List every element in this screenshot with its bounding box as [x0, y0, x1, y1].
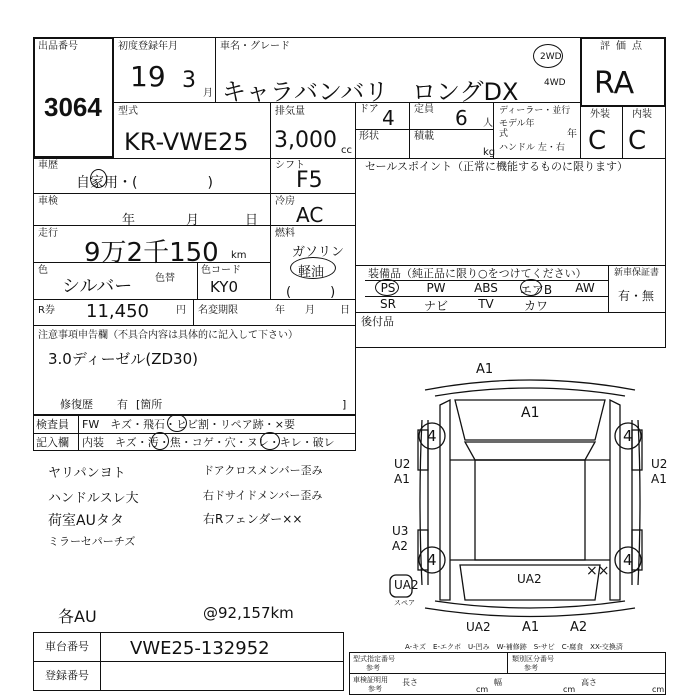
- transfer-label: 名変期限: [198, 305, 238, 316]
- chassis-divider: [100, 632, 101, 662]
- dirt-circle: [151, 432, 169, 450]
- wet-circle: [260, 432, 280, 450]
- model-value: KR-VWE25: [124, 128, 249, 156]
- size-label: 車検証明用: [353, 676, 388, 684]
- equip-airbag: エアB: [519, 283, 553, 297]
- remark-right-0: ドアクロスメンバー歪み: [203, 464, 323, 477]
- transfer-m-unit: 月: [305, 305, 315, 316]
- car-grade: ロングDX: [412, 78, 519, 106]
- lot-label: 出品番号: [38, 41, 78, 52]
- equip-tv: TV: [478, 297, 494, 311]
- chassis-number: VWE25-132952: [130, 638, 270, 659]
- warranty-label: 新車保証書: [614, 268, 660, 278]
- remark-left-0: ヤリパンヨト: [48, 466, 126, 481]
- mark-left-mid-0: U3: [392, 524, 409, 538]
- mark-bottom-2: A2: [570, 620, 588, 635]
- mark-fl-wheel: 4: [427, 427, 437, 445]
- width-unit: cm: [563, 685, 576, 694]
- shift-label: シフト: [275, 160, 305, 171]
- repair-label: 修復歴: [60, 398, 93, 411]
- fuel-gasoline: ガソリン: [292, 245, 345, 260]
- chassis-label: 車台番号: [45, 640, 89, 653]
- fuel-diesel: 軽油: [298, 265, 325, 280]
- notes-line1: 3.0ディーゼル(ZD30): [48, 350, 198, 368]
- chip-circle: [167, 414, 187, 432]
- reg-month-unit: 月: [203, 88, 213, 99]
- reg-label: 初度登録年月: [118, 41, 178, 52]
- doors-label: ドア: [359, 104, 379, 115]
- drive-4wd: 4WD: [544, 78, 566, 88]
- mark-rear-right: ××: [586, 563, 610, 579]
- mark-rl-wheel: 4: [427, 551, 437, 569]
- equip-abs: ABS: [474, 281, 498, 295]
- inspection-box: [33, 193, 271, 226]
- displacement-value: 3,000: [274, 128, 337, 153]
- size-ref: 参考: [368, 685, 382, 693]
- inspector-row2: 内装 キズ・汚・焦・コゲ・穴・ヌレ・キレ・破レ: [82, 436, 335, 449]
- reg-number-label: 登録番号: [45, 669, 89, 682]
- record-label: 記入欄: [36, 436, 69, 449]
- lot-number: 3064: [44, 92, 102, 122]
- type-cert-label: 型式指定番号: [353, 655, 395, 663]
- history-label: 車歴: [38, 160, 58, 171]
- fuel-label: 燃料: [275, 228, 295, 239]
- score-value: RA: [594, 66, 635, 101]
- year-suffix: 年: [567, 129, 577, 140]
- mark-fr-wheel: 4: [623, 427, 633, 445]
- dealer-label: ディーラー・並行: [499, 106, 571, 116]
- inspection-year-unit: 年: [122, 213, 136, 228]
- reg-divider: [100, 661, 101, 691]
- equip-aw: AW: [575, 281, 595, 295]
- score-label: 評価点: [600, 41, 648, 52]
- inspector-vdivider: [78, 415, 79, 451]
- repair-place: [箇所: [136, 398, 163, 411]
- fuel-diesel-circle: [290, 257, 336, 279]
- inspector-divider: [33, 433, 356, 434]
- remark-left-1: ハンドルスレ大: [48, 491, 139, 506]
- history-circle: [90, 169, 107, 188]
- color-change-label: 色替: [155, 273, 175, 284]
- color-code: KY0: [210, 278, 239, 296]
- load-label: 積載: [414, 131, 434, 142]
- remark-left-2: 荷室AUタタ: [48, 513, 124, 529]
- remark-left-4: 各AU: [58, 607, 97, 626]
- notes-label: 注意事項申告欄（不具合内容は具体的に記入して下さい）: [38, 330, 298, 341]
- transfer-y-unit: 年: [275, 305, 285, 316]
- sales-point-box: [355, 158, 666, 266]
- ps-circle: [375, 279, 399, 296]
- height-label: 高さ: [581, 678, 597, 687]
- interior-label: 内装: [632, 109, 652, 120]
- reg-year: 19: [130, 60, 166, 93]
- mark-spare: スペア: [394, 599, 415, 607]
- reg-month: 3: [182, 68, 196, 93]
- model-label: 型式: [118, 106, 138, 117]
- size-box: [349, 673, 666, 695]
- equip-leather: カワ: [523, 299, 548, 313]
- repair-close: ]: [342, 398, 347, 411]
- exterior-label: 外装: [590, 109, 610, 120]
- inspector-row1: FW キズ・飛石・ヒビ割・リペア跡・×要: [82, 418, 295, 431]
- repair-value: 有: [117, 398, 128, 411]
- doors-value: 4: [382, 106, 395, 130]
- capacity-label: 定員: [414, 104, 434, 115]
- category-ref: 参考: [524, 664, 538, 672]
- remark-right-2: 右Rフェンダー××: [203, 512, 303, 526]
- color-value: シルバー: [62, 276, 133, 297]
- color-label: 色: [38, 265, 48, 276]
- length-label: 長さ: [402, 678, 418, 687]
- mark-bottom-1: A1: [522, 620, 540, 635]
- mark-right-side-0: U2: [651, 457, 668, 471]
- inspection-label: 車検: [38, 196, 58, 207]
- mark-rr-wheel: 4: [623, 551, 633, 569]
- load-unit: kg: [483, 147, 496, 158]
- shape-label: 形状: [359, 131, 379, 142]
- exterior-value: C: [588, 126, 607, 156]
- damage-legend: A-キズ E-エクボ U-凹み W-補修跡 S-サビ C-腐食 XX-交換済: [405, 643, 623, 651]
- equipment-label: 装備品（純正品に限り○をつけてください）: [368, 267, 587, 280]
- recycle-value: 11,450: [86, 301, 149, 322]
- category-label: 類別区分番号: [512, 655, 554, 663]
- mark-left-side-1: A1: [394, 472, 410, 486]
- history-value: 自家用・( ): [76, 175, 213, 191]
- drive-2wd-circle: [533, 44, 563, 68]
- remark-right-4: @92,157km: [203, 604, 294, 622]
- mark-bottom-0: UA2: [466, 620, 491, 634]
- drive-2wd: 2WD: [540, 52, 562, 62]
- after-install-box: [355, 312, 666, 348]
- color-divider: [197, 262, 198, 300]
- inspector-label: 検査員: [36, 418, 69, 431]
- car-diagram: [380, 360, 680, 635]
- aircon-value: AC: [296, 203, 324, 227]
- mark-hood: A1: [521, 405, 540, 421]
- mileage-label: 走行: [38, 228, 58, 239]
- recycle-unit: 円: [176, 305, 186, 316]
- aircon-label: 冷房: [275, 196, 295, 207]
- fuel-paren: ( ): [286, 285, 336, 300]
- mileage-value: 9万2千150: [84, 238, 219, 268]
- height-unit: cm: [652, 685, 665, 694]
- displacement-unit: cc: [341, 145, 352, 156]
- mark-top: A1: [476, 362, 494, 377]
- width-label: 幅: [494, 678, 502, 687]
- mark-left-mid-1: A2: [392, 539, 408, 553]
- equip-pw: PW: [426, 281, 446, 295]
- inspection-month-unit: 月: [186, 213, 200, 228]
- capacity-value: 6: [455, 106, 468, 130]
- airbag-circle: [520, 279, 542, 296]
- mark-rear-center: UA2: [517, 572, 542, 586]
- warranty-value: 有・無: [618, 289, 655, 303]
- type-cert-ref: 参考: [366, 664, 380, 672]
- carname-label: 車名・グレード: [220, 41, 290, 52]
- mark-right-side-1: A1: [651, 472, 667, 486]
- equip-navi: ナビ: [423, 299, 448, 313]
- handle-label: ハンドル 左・右: [499, 143, 565, 153]
- after-install-label: 後付品: [361, 315, 394, 328]
- mark-left-side-0: U2: [394, 457, 411, 471]
- displacement-label: 排気量: [275, 106, 305, 117]
- car-name: キャラバンバリ: [222, 78, 389, 106]
- transfer-d-unit: 日: [340, 305, 350, 316]
- capacity-unit: 人: [483, 118, 493, 129]
- interior-value: C: [628, 126, 647, 156]
- equip-ps: PS: [380, 281, 396, 295]
- shift-value: F5: [296, 168, 323, 193]
- color-code-label: 色コード: [201, 265, 241, 276]
- recycle-label: R券: [38, 305, 55, 316]
- model-year-label: モデル年式: [499, 119, 535, 139]
- inspection-day-unit: 日: [245, 213, 259, 228]
- remark-right-1: 右ドサイドメンバー歪み: [203, 489, 323, 502]
- mileage-unit: km: [231, 250, 247, 261]
- length-unit: cm: [476, 685, 489, 694]
- equip-sr: SR: [380, 297, 396, 311]
- remark-left-3: ミラーセパーチズ: [48, 535, 136, 548]
- sales-point-label: セールスポイント（正常に機能するものに限ります）: [365, 160, 629, 173]
- mark-rear-left: UA2: [394, 578, 419, 592]
